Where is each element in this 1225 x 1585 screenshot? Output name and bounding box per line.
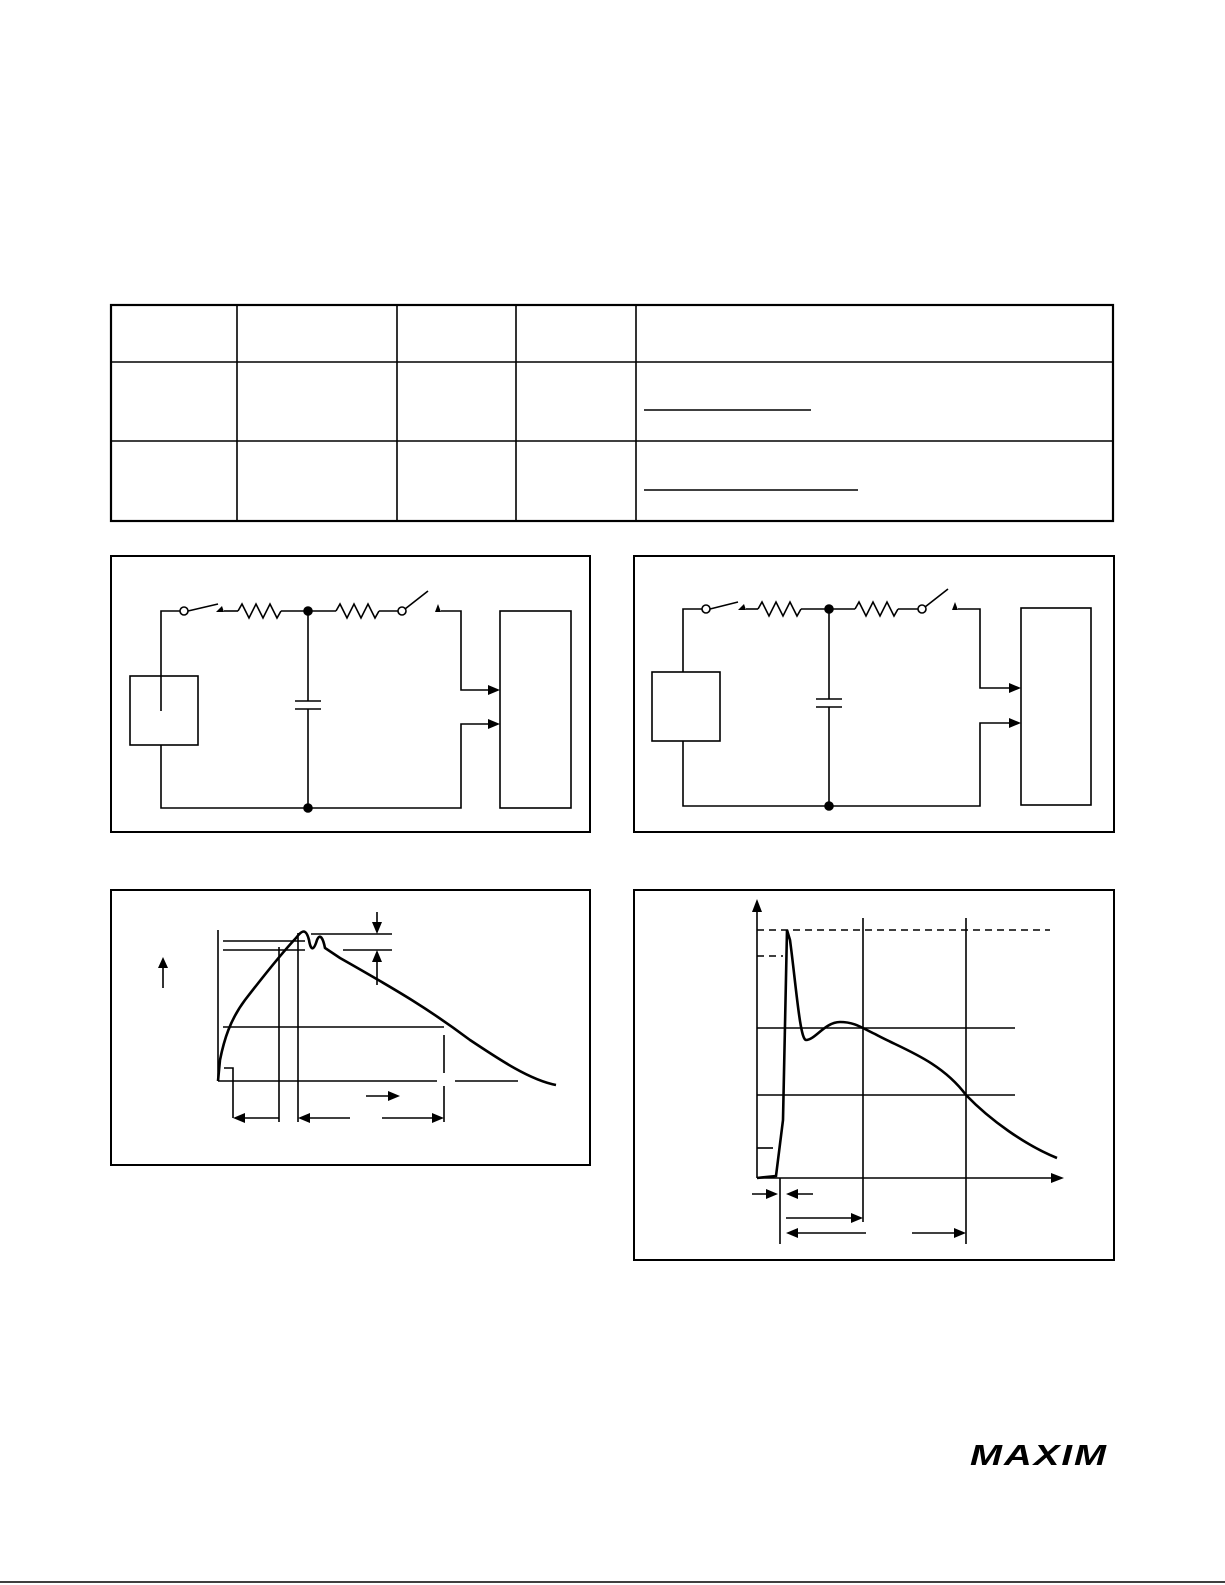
- wire: [683, 609, 702, 672]
- high-voltage-source: [652, 672, 720, 741]
- wire: [161, 611, 180, 711]
- arrow-head: [851, 1213, 863, 1223]
- switch-arrow: [952, 602, 958, 610]
- arrow-head: [488, 719, 500, 729]
- arrow-head: [1009, 718, 1021, 728]
- charge-resistor: [238, 604, 281, 618]
- specification-table: [111, 305, 1113, 521]
- arrow-head: [752, 899, 762, 912]
- wire: [441, 611, 494, 690]
- device-under-test: [1021, 608, 1091, 805]
- arrow-head: [1051, 1173, 1064, 1183]
- charge-switch: [188, 604, 218, 611]
- discharge-resistor: [855, 602, 898, 616]
- arrow-head: [786, 1228, 798, 1238]
- maxim-logo: [970, 1440, 1108, 1472]
- wire: [683, 723, 1015, 806]
- human-body-current-waveform: [111, 890, 590, 1165]
- arrow-head: [432, 1113, 444, 1123]
- charge-resistor: [758, 602, 801, 616]
- arrow-head: [766, 1189, 778, 1199]
- current-curve: [218, 932, 556, 1086]
- current-curve: [757, 930, 1057, 1178]
- maxim-logo-text: MAXIM: [970, 1440, 1108, 1472]
- arrow-head: [954, 1228, 966, 1238]
- discharge-switch: [405, 591, 428, 609]
- arrow-head: [786, 1189, 798, 1199]
- wire: [958, 609, 1015, 688]
- switch-contact: [702, 605, 710, 613]
- figure-frame: [634, 890, 1114, 1260]
- iec-model-circuit: [634, 556, 1114, 832]
- figure-frame: [111, 556, 590, 832]
- wire: [161, 724, 494, 808]
- iec-current-waveform: [634, 890, 1114, 1260]
- discharge-switch: [925, 589, 948, 607]
- arrow-head: [388, 1091, 400, 1101]
- arrow-head: [298, 1113, 310, 1123]
- switch-contact: [180, 607, 188, 615]
- charge-switch: [710, 602, 738, 609]
- discharge-resistor: [336, 604, 379, 618]
- arrow-head: [372, 950, 382, 962]
- rise-time-bracket: [224, 1068, 233, 1118]
- figure-frame: [634, 556, 1114, 832]
- switch-arrow: [435, 604, 441, 612]
- switch-arrow: [216, 606, 224, 612]
- switch-arrow: [738, 604, 746, 610]
- arrow-head: [233, 1113, 245, 1123]
- high-voltage-source: [130, 676, 198, 745]
- table-frame: [111, 305, 1113, 521]
- arrow-head: [372, 922, 382, 934]
- human-body-model-circuit: [111, 556, 590, 832]
- device-under-test: [500, 611, 571, 808]
- arrow-head: [158, 957, 168, 968]
- arrow-head: [488, 685, 500, 695]
- arrow-head: [1009, 683, 1021, 693]
